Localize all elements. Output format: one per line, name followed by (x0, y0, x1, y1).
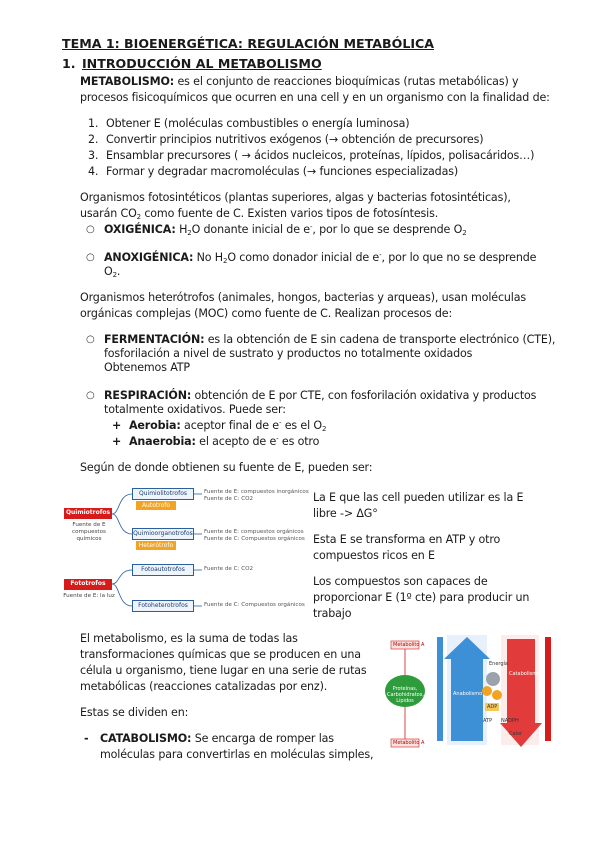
fermentacion-line-3: Obtenemos ATP (104, 361, 190, 374)
metabolismo-def-1: es el conjunto de reacciones bioquímicas (rutas metabólicas) y (174, 75, 519, 88)
section-heading: INTRODUCCIÓN AL METABOLISMO (82, 56, 322, 71)
energy-bar-red (545, 637, 551, 741)
segun-line: Según de donde obtienen su fuente de E, pueden ser: (80, 461, 373, 474)
catabolismo-line-2: moléculas para convertirlas en moléculas simples, (100, 748, 374, 761)
circle-bullet: ○ (86, 252, 95, 263)
anoxigenica-line-2 (104, 265, 120, 279)
side-p3-line-2: proporcionar E (1º cte) para producir un (313, 591, 530, 604)
text-span: el acepto de e (195, 435, 277, 448)
metabolismo-line-2: procesos fisicoquímicos que ocurren en una cell y en un organismo con la finalidad de: (80, 91, 550, 104)
fotoheterotrofos-box: Fotoheterotrofos (132, 600, 194, 612)
text-span: , por lo que no se desprende (381, 251, 537, 264)
adp-label: ADP (487, 704, 498, 710)
heterotrofos-line-1: Organismos heterótrofos (animales, hongos, bacterias y arqueas), usan moléculas (80, 291, 527, 304)
subscript: 2 (322, 425, 327, 433)
respiracion-line-1 (104, 389, 536, 403)
oxigenica-line (104, 223, 467, 237)
metabolismo-term: METABOLISMO: (80, 75, 175, 88)
plus-bullet: + (112, 419, 122, 432)
energy-sphere (486, 672, 500, 686)
fototrofos-sub: Fuente de E: la luz (63, 593, 115, 599)
side-p2-line-2: compuestos ricos en E (313, 549, 435, 562)
side-p3-line-1: Los compuestos son capaces de (313, 575, 488, 588)
subscript: 2 (462, 229, 467, 237)
goal-text: Convertir principios nutritivos exógenos (→ obtención de precursores) (106, 133, 484, 146)
subscript: 2 (112, 271, 117, 279)
text-span: es el O (281, 419, 322, 432)
bottom-p1-line-4: metabólicas (reacciones catalizadas por enz). (80, 680, 328, 693)
fermentacion-term: FERMENTACIÓN: (104, 333, 205, 346)
side-p1-line-2: libre -> ΔG° (313, 507, 378, 520)
connector-line (112, 494, 132, 514)
section-number: 1. (62, 56, 76, 71)
anabolism-label: Anabolismo (453, 691, 483, 697)
catabolismo-line-1 (100, 732, 334, 746)
heat-label: Calor (509, 731, 523, 737)
anaerobia-line (129, 435, 319, 449)
fotoautotrofos-note: Fuente de C: CO2 (204, 566, 254, 572)
text-span: Se encarga de romper las (191, 732, 334, 745)
subscript: 2 (223, 257, 228, 265)
fotosinteticos-line-2 (80, 207, 438, 221)
respiracion-term: RESPIRACIÓN: (104, 389, 192, 402)
heterotrofo-tag: Heterótrofo (136, 541, 176, 550)
bottom-p2: Estas se dividen en: (80, 706, 189, 719)
superscript: - (278, 419, 282, 427)
goal-number: 4. (88, 165, 99, 178)
heterotrofos-line-2: orgánicas complejas (MOC) como fuente de C. Realizan procesos de: (80, 307, 453, 320)
nadph-label: NADPH (501, 718, 519, 724)
circle-bullet: ○ (86, 334, 95, 345)
quimioorganotrofos-note-2: Fuente de C: Compuestos orgánicos (204, 536, 305, 542)
bottom-p1-line-2: transformaciones químicas que se producen en una (80, 648, 361, 661)
superscript: - (276, 435, 279, 443)
text-span: H (175, 223, 188, 236)
text-span: obtención de E por CTE, con fosforilación oxidativa y productos (191, 389, 537, 402)
goal-number: 2. (88, 133, 99, 146)
side-p1-line-1: La E que las cell pueden utilizar es la E (313, 491, 524, 504)
quimiolitotrofos-box: Quimiolitotrofos (132, 488, 194, 500)
text-span: es otro (278, 435, 320, 448)
connector-line (112, 570, 132, 584)
atp-label: ATP (483, 718, 493, 724)
subscript: 2 (136, 213, 141, 221)
metabolism-figure (381, 631, 556, 749)
text-span: aceptor final de e (180, 419, 279, 432)
nadph-sphere (492, 690, 502, 700)
text-span: . (116, 265, 121, 278)
fotoautotrofos-box: Fotoautotrofos (132, 564, 194, 576)
document-title: TEMA 1: BIOENERGÉTICA: REGULACIÓN METABÓLICA (62, 36, 435, 51)
goal-text: Obtener E (moléculas combustibles o energía luminosa) (106, 117, 410, 130)
metabolismo-line-1 (80, 75, 518, 89)
quimiolitotrofos-note-1: Fuente de E: compuestos inorgánicos (204, 489, 309, 495)
respiracion-line-2: totalmente oxidativos. Puede ser: (104, 403, 286, 416)
quimioorganotrofos-box: Quimioorganotrofos (132, 528, 194, 540)
text-span: O donante inicial de e (191, 223, 310, 236)
goal-number: 3. (88, 149, 99, 162)
text-span: No H (193, 251, 223, 264)
side-p3-line-3: trabajo (313, 607, 352, 620)
catabolismo-term: CATABOLISMO: (100, 732, 192, 745)
energy-bar-blue (437, 637, 443, 741)
quimioorganotrofos-note-1: Fuente de E: compuestos orgánicos (204, 529, 304, 535)
subscript: 2 (187, 229, 192, 237)
macromolecule-label: Proteínas, Carbohidratos, Lípidos (387, 686, 424, 704)
fermentacion-line-2: fosforilación a nivel de sustrato y productos no totalmente oxidados (104, 347, 473, 360)
trophic-classification-diagram (62, 484, 307, 624)
autotrofo-tag: Autotrofo (136, 501, 176, 510)
circle-bullet: ○ (86, 224, 95, 235)
text-span: como fuente de C. Existen varios tipos de fotosíntesis. (140, 207, 439, 220)
bottom-metabolite-label: Metabolito A (393, 740, 425, 746)
aerobia-term: Aerobia: (129, 419, 181, 432)
oxigenica-term: OXIGÉNICA: (104, 223, 176, 236)
fotoheterotrofos-note: Fuente de C: Compuestos orgánicos (204, 602, 305, 608)
plus-bullet: + (112, 435, 122, 448)
fotosinteticos-line-1: Organismos fotosintéticos (plantas superiores, algas y bacterias fotosintéticas), (80, 191, 511, 204)
anoxigenica-line-1 (104, 251, 536, 265)
text-span: O como donador inicial de e (227, 251, 380, 264)
bottom-p1-line-3: célula u organismo, tiene lugar en una serie de rutas (80, 664, 367, 677)
atp-sphere (482, 686, 492, 696)
catabolism-label: Catabolismo (509, 671, 541, 677)
quimiolitotrofos-note-2: Fuente de C: CO2 (204, 496, 254, 502)
goal-text: Ensamblar precursores ( → ácidos nucleicos, proteínas, lípidos, polisacáridos…) (106, 149, 535, 162)
superscript: - (309, 223, 313, 231)
text-span: O (104, 265, 113, 278)
superscript: - (379, 251, 382, 259)
aerobia-line (129, 419, 326, 433)
anaerobia-term: Anaerobia: (129, 435, 196, 448)
fermentacion-line-1 (104, 333, 555, 347)
side-p2-line-1: Esta E se transforma en ATP y otro (313, 533, 501, 546)
energy-label: Energía (489, 661, 508, 667)
bottom-p1-line-1: El metabolismo, es la suma de todas las (80, 632, 298, 645)
dash-bullet: - (84, 732, 89, 745)
fototrofos-box: Fototrofos (64, 579, 112, 590)
goal-number: 1. (88, 117, 99, 130)
top-metabolite-label: Metabolito A (393, 642, 425, 648)
circle-bullet: ○ (86, 390, 95, 401)
goal-text: Formar y degradar macromoléculas (→ funciones especializadas) (106, 165, 459, 178)
text-span: , por lo que se desprende O (312, 223, 463, 236)
text-span: es la obtención de E sin cadena de transporte electrónico (CTE), (204, 333, 556, 346)
quimiotrofos-sub: Fuente de E compuestos químicos (72, 522, 106, 542)
quimiotrofos-box: Quimiotrofos (64, 508, 112, 519)
text-span: usarán CO (80, 207, 137, 220)
anoxigenica-term: ANOXIGÉNICA: (104, 251, 194, 264)
